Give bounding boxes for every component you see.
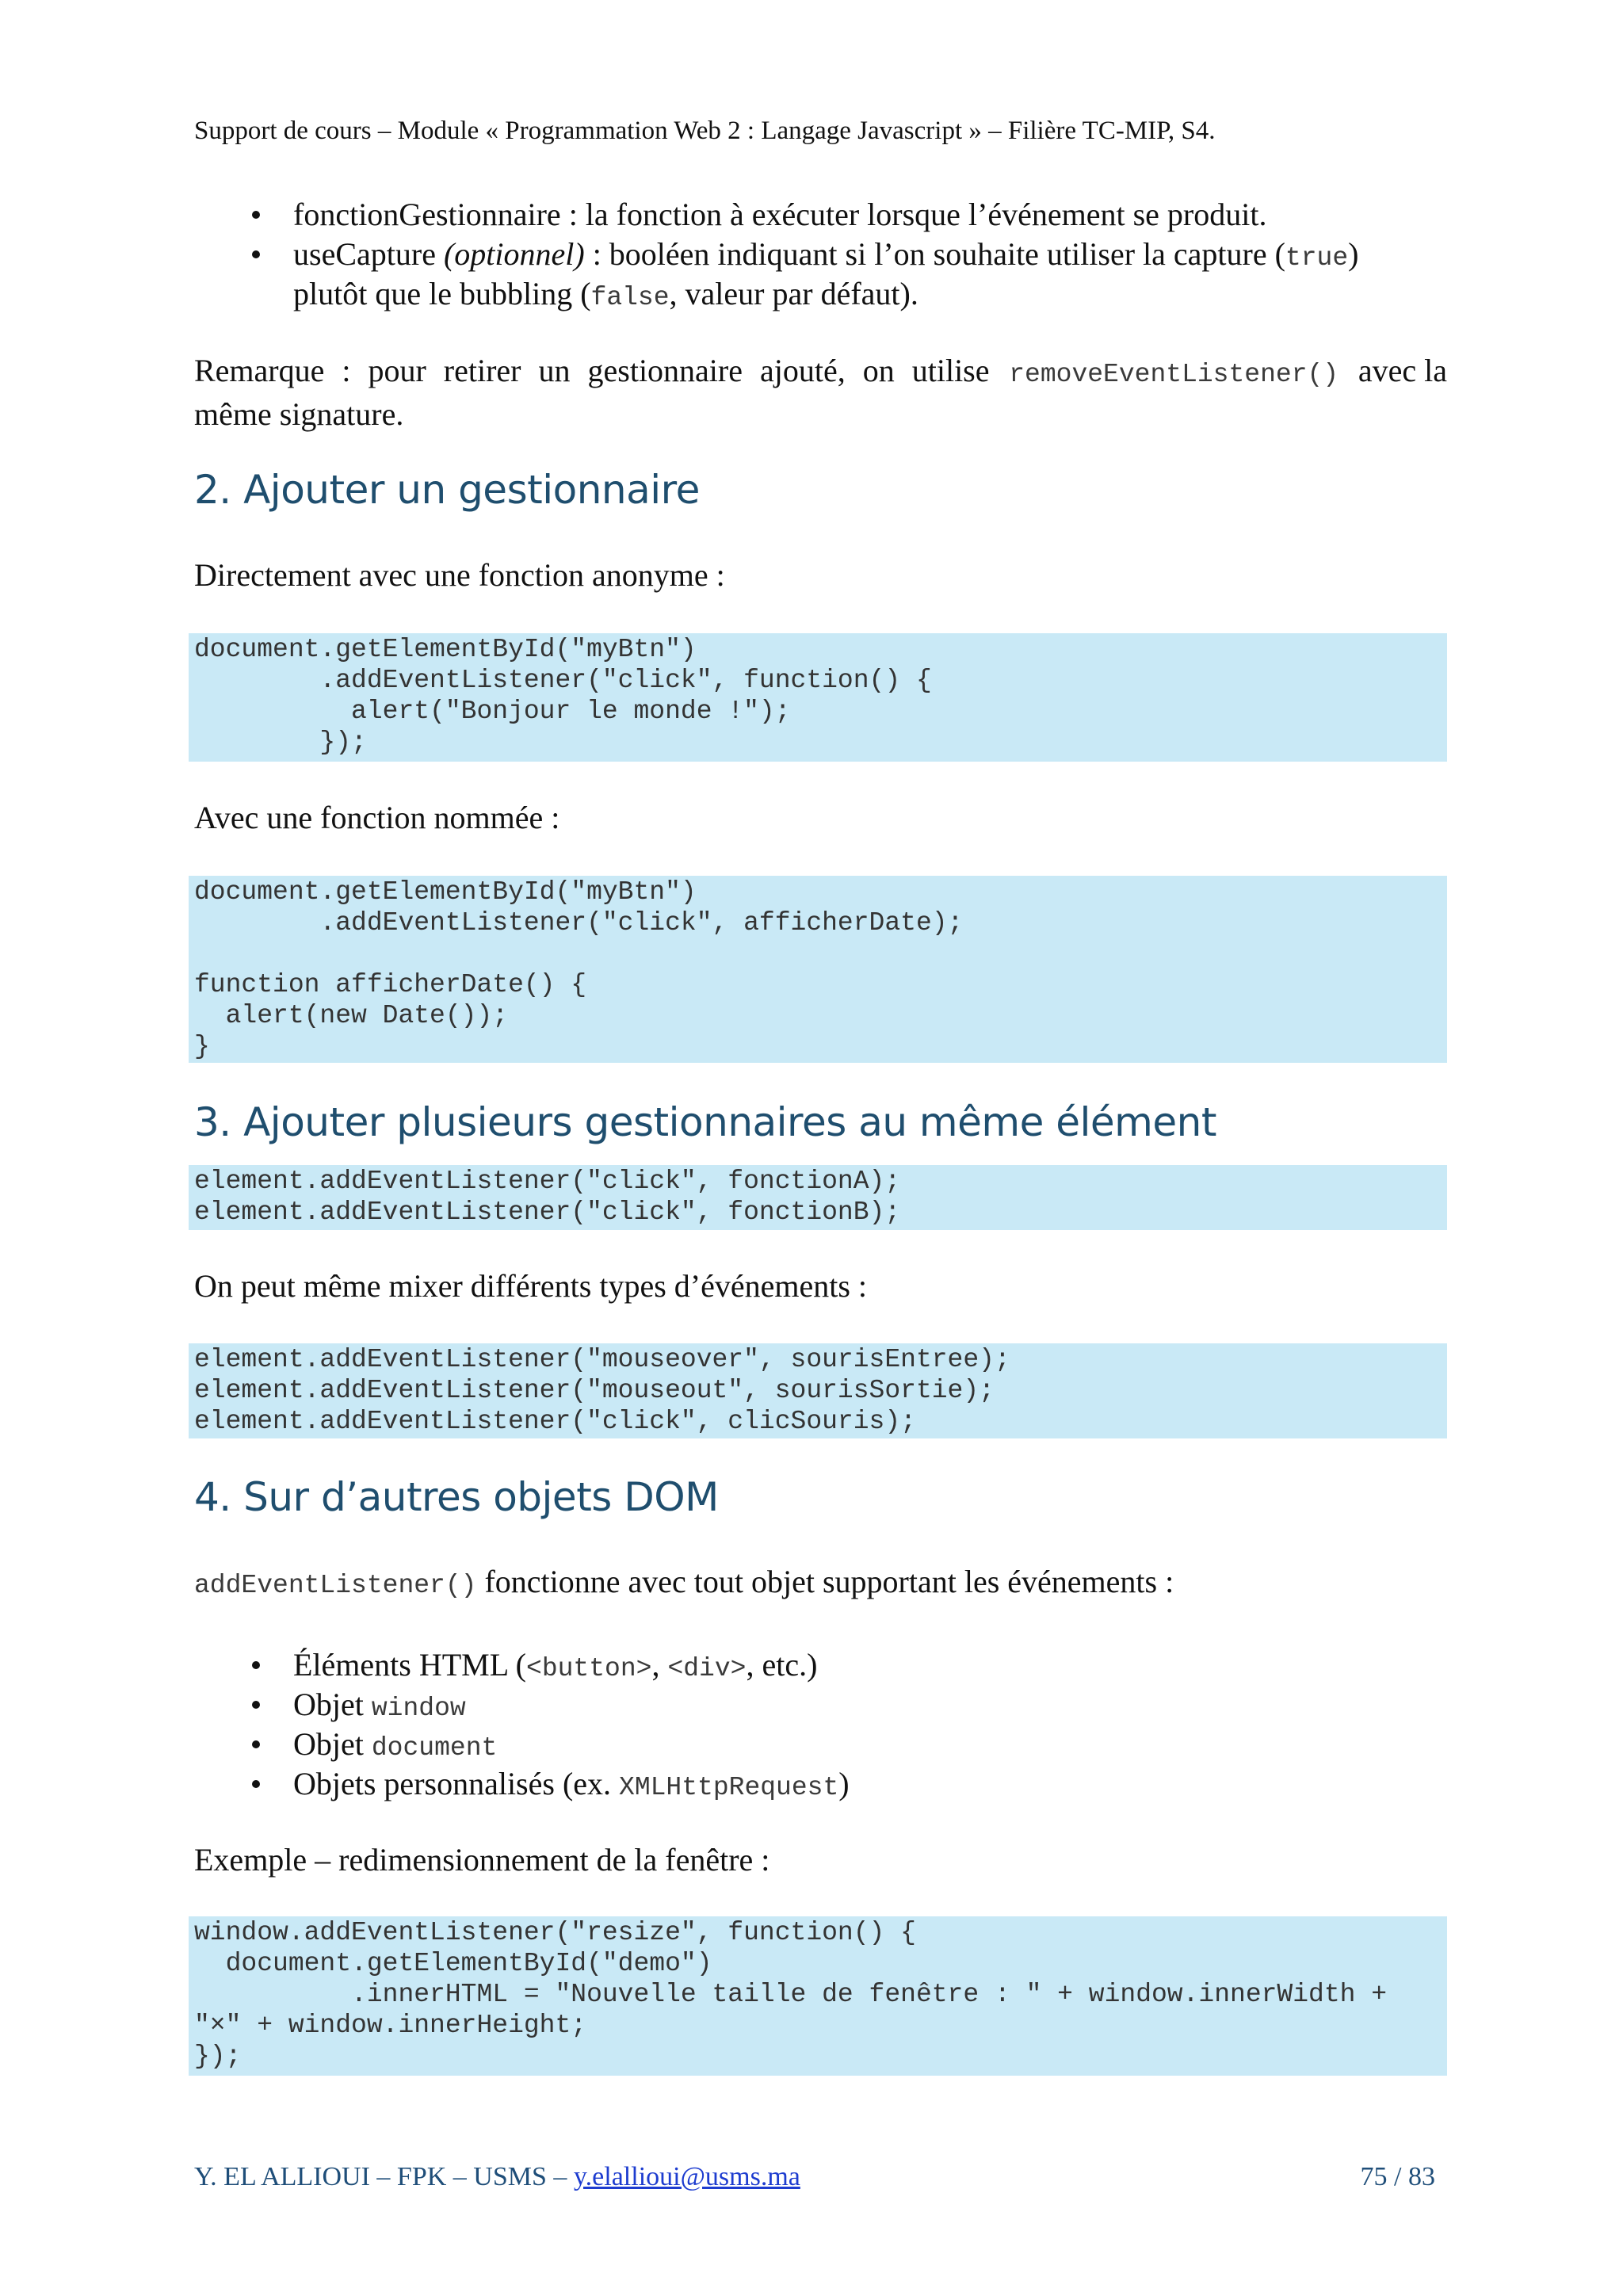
- section-heading: 3. Ajouter plusieurs gestionnaires au même élément: [194, 1099, 1216, 1145]
- page-footer-author: [194, 2160, 800, 2195]
- code-text: document.getElementById("myBtn") .addEventListener("click", afficherDate); function afficherDate() { alert(new Date()); }: [194, 877, 964, 1061]
- code-block: [189, 876, 1447, 1063]
- email-link[interactable]: y.elallioui@usms.ma: [573, 2162, 800, 2191]
- list-text: Éléments HTML (: [293, 1647, 527, 1683]
- list-text: Objet: [293, 1726, 372, 1762]
- list-text: ): [838, 1766, 850, 1801]
- bullet-dot: [252, 1701, 260, 1709]
- param-optional: (optionnel): [443, 236, 585, 272]
- bullet-dot: [252, 1740, 260, 1748]
- page-number: 75 / 83: [1360, 2162, 1435, 2191]
- inline-code: window: [371, 1694, 466, 1723]
- param-desc: plutôt que le bubbling (: [293, 276, 591, 311]
- bullet-dot: [252, 211, 260, 219]
- param-desc: : booléen indiquant si l’on souhaite utiliser la capture (: [584, 236, 1285, 272]
- code-block: [189, 1343, 1447, 1438]
- remark-text-line2: même signature.: [194, 396, 404, 432]
- param-desc: , valeur par défaut).: [669, 276, 918, 311]
- section-heading: 2. Ajouter un gestionnaire: [194, 467, 700, 513]
- remark-text: avec la: [1358, 353, 1447, 388]
- remark-paragraph: [194, 351, 1447, 434]
- list-text: Objets personnalisés (ex.: [293, 1766, 620, 1801]
- code-text: element.addEventListener("mouseover", sourisEntree); element.addEventListener("mouseout", sourisSortie); element.addEventListener("click", clicSouris);: [194, 1345, 1010, 1436]
- paragraph: On peut même mixer différents types d’événements :: [194, 1268, 868, 1304]
- paragraph: [194, 1562, 1174, 1606]
- inline-code: false: [590, 283, 670, 312]
- list-item: [293, 1764, 850, 1808]
- list-item: [293, 1645, 817, 1689]
- code-text: window.addEventListener("resize", function() { document.getElementById("demo") .innerHTML = "Nouvelle taille de fenêtre : " + window.innerWidth + "×" + window.innerHeight; });: [194, 1918, 1388, 2071]
- code-block: [189, 1916, 1447, 2076]
- param-desc-end: ): [1348, 236, 1359, 272]
- param-name: useCapture: [293, 236, 436, 272]
- inline-code: addEventListener(): [194, 1571, 477, 1600]
- remark-text: Remarque : pour retirer un gestionnaire ajouté, on utilise: [194, 353, 990, 388]
- list-text: Objet: [293, 1687, 372, 1722]
- bullet-dot: [252, 250, 260, 258]
- list-item: [293, 1685, 466, 1729]
- bullet-dot: [252, 1780, 260, 1788]
- list-item: [293, 1725, 497, 1768]
- param-item-usecapture: [293, 235, 1358, 278]
- param-desc: : la fonction à exécuter lorsque l’événement se produit.: [560, 197, 1267, 232]
- bullet-dot: [252, 1661, 260, 1669]
- page-header: Support de cours – Module « Programmation Web 2 : Langage Javascript » – Filière TC-MIP, S4.: [194, 117, 1216, 145]
- inline-code: <button>: [526, 1654, 652, 1683]
- paragraph-text: fonctionne avec tout objet supportant les événements :: [476, 1564, 1174, 1599]
- inline-code: <div>: [667, 1654, 747, 1683]
- param-item-handler: [293, 195, 1266, 235]
- paragraph: Directement avec une fonction anonyme :: [194, 557, 725, 593]
- paragraph: Exemple – redimensionnement de la fenêtre :: [194, 1842, 770, 1878]
- param-item-usecapture-cont: [293, 274, 918, 318]
- param-name: fonctionGestionnaire: [293, 197, 561, 232]
- code-text: element.addEventListener("click", fonctionA); element.addEventListener("click", fonctionB);: [194, 1167, 901, 1227]
- inline-code: removeEventListener(): [1009, 360, 1339, 389]
- code-block: [189, 633, 1447, 762]
- inline-code: true: [1285, 243, 1349, 273]
- footer-author-text: Y. EL ALLIOUI – FPK – USMS –: [194, 2162, 574, 2191]
- list-text: , etc.): [746, 1647, 818, 1683]
- list-text: ,: [651, 1647, 668, 1683]
- code-block: [189, 1165, 1447, 1230]
- inline-code: document: [371, 1733, 498, 1763]
- code-text: document.getElementById("myBtn") .addEventListener("click", function() { alert("Bonjour le monde !"); });: [194, 635, 932, 757]
- section-heading: 4. Sur d’autres objets DOM: [194, 1474, 719, 1520]
- paragraph: Avec une fonction nommée :: [194, 800, 560, 835]
- inline-code: XMLHttpRequest: [619, 1773, 839, 1802]
